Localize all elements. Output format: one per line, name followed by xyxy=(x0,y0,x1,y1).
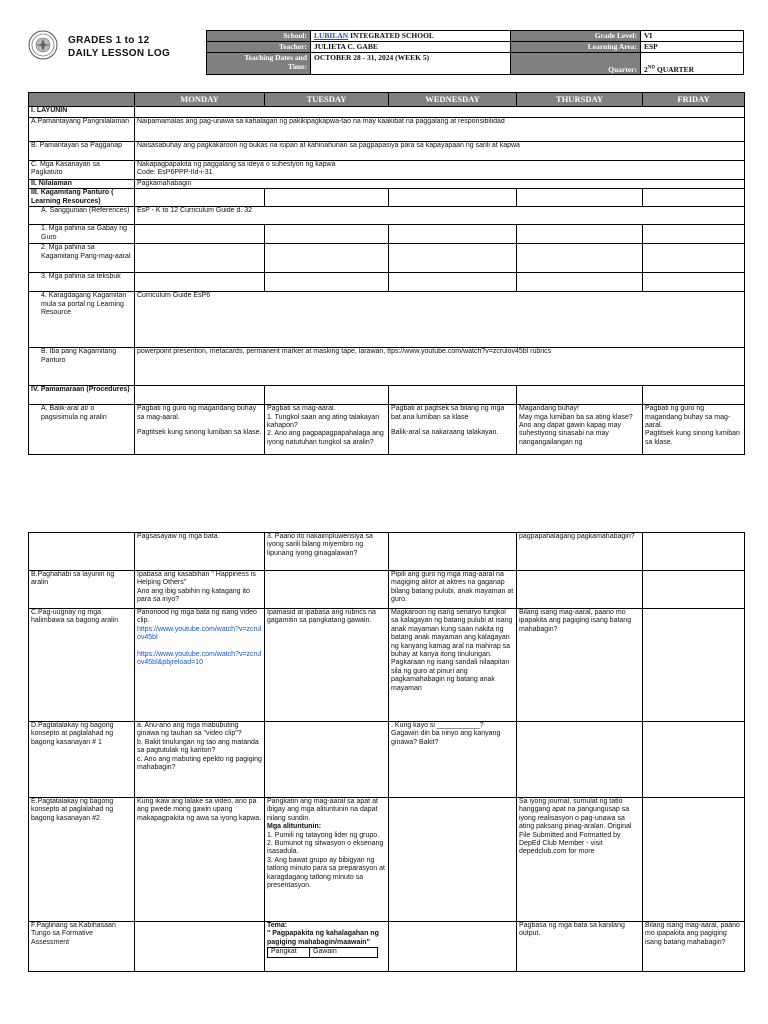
pangkat-header: Pangkat xyxy=(268,948,310,957)
paghahabi-wednesday: Pipili ang guro ng mga mag-aaral na magiging aktor at aktres na gaganap bilang batang pulubi, anak mayaman at guro. xyxy=(389,571,517,609)
document-header xyxy=(28,30,744,74)
pag-uugnay-tuesday: Ipamasid at ipabasa ang rubrics na gagamitin sa pangkatang gawain. xyxy=(265,609,389,722)
section-layunin: I. LAYUNIN xyxy=(29,107,135,118)
value-sanggunian: EsP - K to 12 Curriculum Guide d. 32 xyxy=(135,207,745,225)
label-teksbuk: 3. Mga pahina sa teksbuk xyxy=(29,273,135,292)
paglinang-thursday: Pagbasa ng mga bata sa kanilang output. xyxy=(517,922,643,972)
paglinang-tuesday: Tema: " Pagpapakita ng kahalagahan ng pagiging mahabagin/maawain" Pangkat Gawain xyxy=(265,922,389,972)
pangkat-gawain-table xyxy=(267,947,378,957)
label-karagdagang-kagamitan: 4. Karagdagang Kagamitan mula sa portal ng Learning Resource xyxy=(29,292,135,348)
day-header-friday: FRIDAY xyxy=(643,93,745,107)
value-pamantayan-pagganap: Naisasabuhay ang pagkakaroon ng bukas na isipan at kahinahunan sa pagpapasiya para sa kapayapaan ng sarili at kapwa xyxy=(135,142,745,161)
value-iba-pang-kagamitan: powerpoint presention, metacards, permanent marker at masking tape, larawan, ttps://www.youtube.com/watch?v=zcrulov45bl rubrics xyxy=(135,348,745,386)
pagtatalakay-2-thursday: Sa iyong journal, sumulat ng tatlo hanggang apat na pangungusap sa iyong realisasyon o pag-unawa sa ating paksang pinag-aralan. Original File Submitted and Formatted by DepEd Club Member - visit depedclub.com for more xyxy=(517,798,643,922)
school-link[interactable]: LUBILAN xyxy=(314,31,349,40)
teacher-label: Teacher: xyxy=(207,42,311,53)
value-pamantayang-pangnilalaman: Naipamamalas ang pag-unawa sa kahalagan ng pakikipagkapwa-tao na may kaakibat na paggalang at responsibilidad xyxy=(135,118,745,142)
quarter-label: Quarter: xyxy=(511,53,641,75)
dates-label: Teaching Dates and Time: xyxy=(207,53,311,75)
pagtatalakay-2-monday: Kung ikaw ang lalake sa video, ano pa ang pwede mong gawin upang makapagpakita ng awa sa iyong kapwa. xyxy=(135,798,265,922)
video-link-2[interactable]: https://www.youtube.com/watch?v=zcrulov45bl&pbjreload=10 xyxy=(137,650,262,666)
dates-value: OCTOBER 28 - 31, 2024 (WEEK 5) xyxy=(311,53,511,75)
label-iba-pang-kagamitan: B. Iba pang Kagamitang Panturo xyxy=(29,348,135,386)
label-kagamitang-pang-mag-aaral: 2. Mga pahina sa Kagamitang Pang-mag-aaral xyxy=(29,244,135,273)
label-pamantayang-pangnilalaman: A.Pamantayang Pangnilalaman xyxy=(29,118,135,142)
label-gabay-guro: 1. Mga pahina sa Gabay ng Guro xyxy=(29,225,135,244)
pagtatalakay-2-tuesday: Pangkatin ang mag-aaral sa apat at ibigay ang mga alituntunin na dapat nilang sundin. Mga alituntunin: 1. Pumili ng tatayong lider ng grupo. 2. Bumunot ng sitwasyon o eksenang isasadula. 3. Ang bawat grupo ay bibigyan ng tatlong minuto para sa preparasyon at karagdagang tatlong minuto sa presentasyon. xyxy=(265,798,389,922)
day-header-blank xyxy=(29,93,135,107)
title-dll: DAILY LESSON LOG xyxy=(68,48,171,59)
pag-uugnay-thursday: Bilang isang mag-aaral, paano mo ipapakita ang pagiging isang batang mahabagin? xyxy=(517,609,643,722)
quarter-value: 2ND QUARTER xyxy=(641,53,744,75)
video-link-1[interactable]: https://www.youtube.com/watch?v=zcrulov45bl xyxy=(137,625,262,642)
balik-thursday: Magandang buhay! May mga lumiban ba sa ating klase? Ano ang dapat gawin kapag may suhestiyong sinasabi na may nangangailangan ng xyxy=(517,405,643,455)
title-grades: GRADES 1 to 12 xyxy=(68,35,150,46)
label-kagamitang-panturo: III. Kagamitang Panturo ( Learning Resources) xyxy=(29,189,135,207)
label-nilalaman: II. Nilalaman xyxy=(29,180,135,189)
grade-value: VI xyxy=(641,31,744,42)
school-label: School: xyxy=(207,31,311,42)
day-header-monday: MONDAY xyxy=(135,93,265,107)
label-paghahabi: B.Paghahabi sa layunin ng aralin xyxy=(29,571,135,609)
value-kasanayan: Nakapagpapakita ng paggalang sa ideya o suhestyon ng kapwa Code: EsP6PPP-IId-i-31 xyxy=(135,161,745,180)
balik-wednesday: Pagbati at pagtsek sa bilang ng mga bat ana lumiban sa klase Balik-aral sa nakaraang talakayan. xyxy=(389,405,517,455)
area-value: ESP xyxy=(641,42,744,53)
pag-uugnay-wednesday: Magkaroon ng isang senaryo tungkol sa kalagayan ng batang pulubi at isang anak mayaman kung saan nakita ng batang anak mayaman ang kalagayan ng kanyang kamag aral na mahirap sa buhay at kanya itong tinulungan. Pagkaraan ng isang sandali nilaapitan sila ng guro at pinuri ang pagkamahabagin ng batang anak mayaman xyxy=(389,609,517,722)
school-value: LUBILAN INTEGRATED SCHOOL xyxy=(311,31,511,42)
day-header-thursday: THURSDAY xyxy=(517,93,643,107)
pagtatalakay-1-wednesday: . Kung kayo si ___________? Gagawin din ba ninyo ang kanyang ginawa? Bakit? xyxy=(389,722,517,798)
cont-monday: Pagsasayaw ng mga bata. xyxy=(135,533,265,571)
day-header-tuesday: TUESDAY xyxy=(265,93,389,107)
teacher-value: JULIETA C. GABE xyxy=(311,42,511,53)
value-nilalaman: Pagkamahabagin xyxy=(135,180,745,189)
label-pag-uugnay: C.Pag-uugnay ng mga halimbawa sa bagong aralin xyxy=(29,609,135,722)
label-pamantayan-pagganap: B. Pamantayan sa Pagganap xyxy=(29,142,135,161)
pag-uugnay-monday: Panonood ng mga bata ng isang video clip. https://www.youtube.com/watch?v=zcrulov45bl https://www.youtube.com/watch?v=zcrulov45bl&pbjreload=10 xyxy=(135,609,265,722)
balik-monday: Pagbati ng guro ng magandang buhay sa mag-aaral. Pagtitsek kung sinong lumiban sa klase. xyxy=(135,405,265,455)
day-header-wednesday: WEDNESDAY xyxy=(389,93,517,107)
label-paglinang: F.Paglinang sa Kabihasaan Tungo sa Formative Assessment xyxy=(29,922,135,972)
paghahabi-monday: Ipabasa ang kasabihan " Happiness is Helping Others" Ano ang ibig sabihin ng katagang ito para sa inyo? xyxy=(135,571,265,609)
label-kasanayan: C. Mga Kasanayan sa Pagkatuto xyxy=(29,161,135,180)
deped-seal-icon xyxy=(28,30,58,60)
paglinang-friday: Bilang isang mag-aaral, paano mo ipapakita ang pagiging isang batang mahabagin? xyxy=(643,922,745,972)
balik-tuesday: Pagbati sa mag-aaral. 1. Tungkol saan ang ating talakayan kahapon? 2. Ano ang pagpapagpapahalaga ang iyong natutuhan tungkol sa aralin? xyxy=(265,405,389,455)
gawain-header: Gawain xyxy=(310,948,378,957)
lesson-log-table-page2 xyxy=(28,532,745,972)
cont-thursday: pagpapahalagang pagkamahabagin? xyxy=(517,533,643,571)
label-pagtatalakay-2: E.Pagtatalakay ng bagong konsepto at paglalahad ng bagong kasanayan #2 xyxy=(29,798,135,922)
value-karagdagang-kagamitan: Curriculum Guide EsP6 xyxy=(135,292,745,348)
header-info-table xyxy=(206,30,744,75)
cont-tuesday: 3. Paano ito nakaimpluwensiya sa iyong sarili bilang miyembro ng lipunang iyong ginagalawan? xyxy=(265,533,389,571)
label-sanggunian: A. Sanggunian (References) xyxy=(29,207,135,225)
grade-label: Grade Level: xyxy=(511,31,641,42)
label-pamamaraan: IV. Pamamaraan (Procedures) xyxy=(29,386,135,405)
area-label: Learning Area: xyxy=(511,42,641,53)
pagtatalakay-1-monday: a. Anu-ano ang mga mabubuting ginawa ng tauhan sa "video clip"? b. Bakit tinulungan ng tao ang matanda sa pagtutulak ng kariton? c. Ano ang mabuting epekto ng pagiging mahabagin? xyxy=(135,722,265,798)
lesson-log-table-page1 xyxy=(28,92,745,455)
balik-friday: Pagbati ng guro ng magandang buhay sa mag-aaral. Pagtitsek kung sinong lumiban sa klase. xyxy=(643,405,745,455)
label-pagtatalakay-1: D.Pagtatalakay ng bagong konsepto at paglalahad ng bagong kasanayan # 1 xyxy=(29,722,135,798)
label-balik-aral: A. Balik-aral at/ o pagsisimula ng aralin xyxy=(29,405,135,455)
